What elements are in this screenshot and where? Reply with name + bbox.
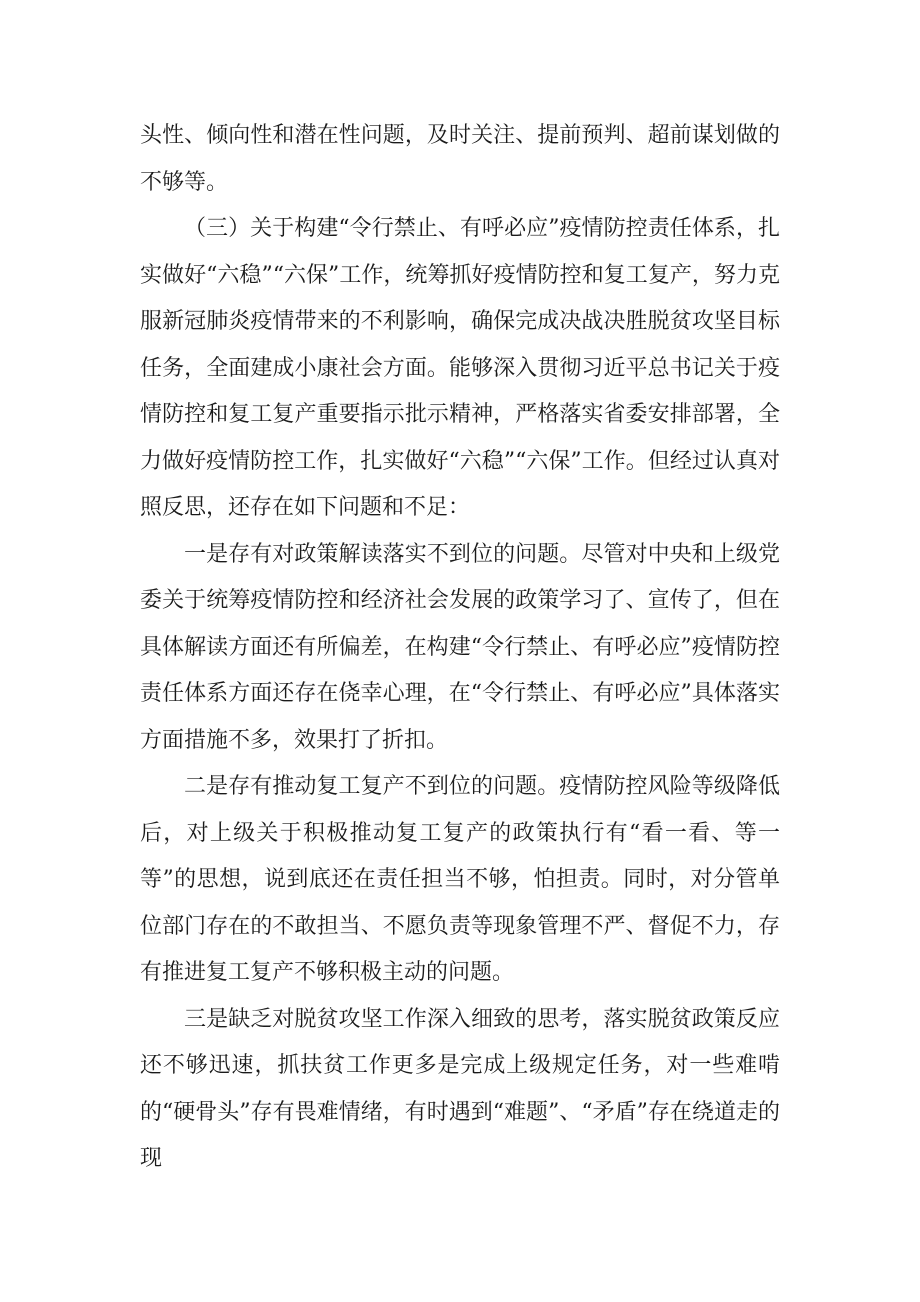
paragraph-issue-one: 一是存有对政策解读落实不到位的问题。尽管对中央和上级党委关于统筹疫情防控和经济社会发展的政策学习了、宣传了，但在具体解读方面还有所偏差，在构建“令行禁止、有呼必应”疫情防控责任体系方面还存在侥幸心理，在“令行禁止、有呼必应”具体落实方面措施不多，效果打了折扣。 [140, 541, 780, 753]
paragraph-section-three: （三）关于构建“令行禁止、有呼必应”疫情防控责任体系，扎实做好“六稳”“六保”工作，统筹抓好疫情防控和复工复产，努力克服新冠肺炎疫情带来的不利影响，确保完成决战决胜脱贫攻坚目标任务，全面建成小康社会方面。能够深入贯彻习近平总书记关于疫情防控和复工复产重要指示批示精神，严格落实省委安排部署，全力做好疫情防控工作，扎实做好“六稳”“六保”工作。但经过认真对照反思，还存在如下问题和不足： [140, 216, 780, 520]
document-body [140, 113, 780, 1183]
paragraph-continuation: 头性、倾向性和潜在性问题，及时关注、提前预判、超前谋划做的不够等。 [140, 123, 780, 195]
paragraph-issue-two: 二是存有推动复工复产不到位的问题。疫情防控风险等级降低后，对上级关于积极推动复工复产的政策执行有“看一看、等一等”的思想，说到底还在责任担当不够，怕担责。同时，对分管单位部门存在的不敢担当、不愿负责等现象管理不严、督促不力，存有推进复工复产不够积极主动的问题。 [140, 774, 780, 985]
paragraph-issue-three: 三是缺乏对脱贫攻坚工作深入细致的思考，落实脱贫政策反应还不够迅速，抓扶贫工作更多是完成上级规定任务，对一些难啃的“硬骨头”存有畏难情绪，有时遇到“难题”、“矛盾”存在绕道走的现 [140, 1006, 780, 1171]
